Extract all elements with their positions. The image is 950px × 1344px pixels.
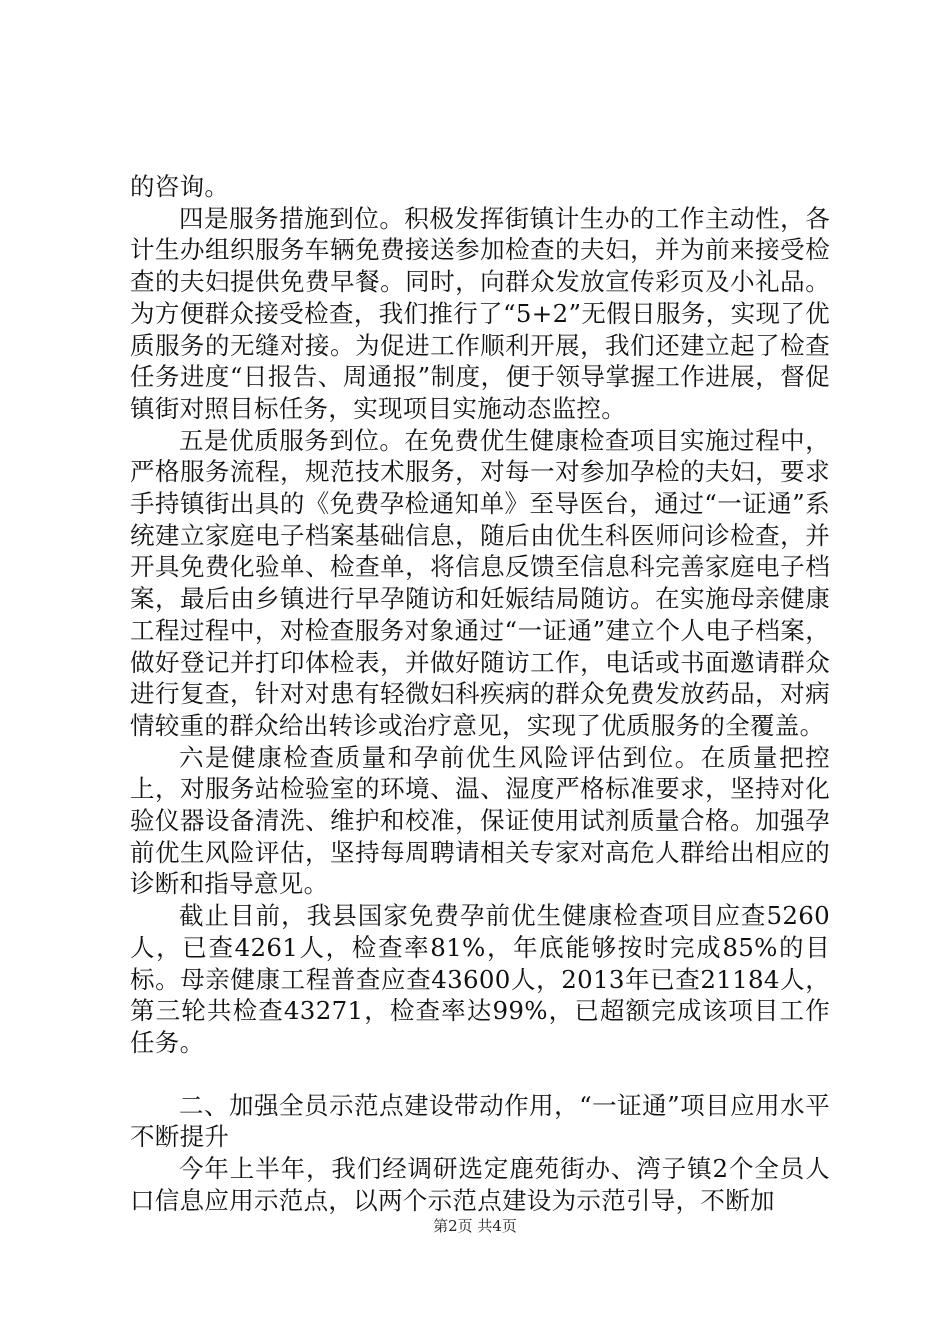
- paragraph-item-four: 四是服务措施到位。积极发挥街镇计生办的工作主动性，各计生办组织服务车辆免费接送参加检查的夫妇，并为前来接受检查的夫妇提供免费早餐。同时，向群众发放宣传彩页及小礼品。为方便群众接受检查，我们推行了“5+2”无假日服务，实现了优质服务的无缝对接。为促进工作顺利开展，我们还建立起了检查任务进度“日报告、周通报”制度，便于领导掌握工作进展，督促镇街对照目标任务，实现项目实施动态监控。: [130, 203, 830, 423]
- paragraph-continuation: 的咨询。: [130, 172, 230, 201]
- paragraph-gap: [130, 1059, 830, 1090]
- paragraph-section-two-intro: 今年上半年，我们经调研选定鹿苑街办、湾子镇2个全员人口信息应用示范点，以两个示范点建设为示范引导，不断加: [130, 1154, 830, 1215]
- document-body: [130, 171, 830, 1217]
- page-number-footer: 第2页 共4页: [433, 1217, 517, 1235]
- paragraph-summary: 截止目前，我县国家免费孕前优生健康检查项目应查5260人，已查4261人，检查率81%，年底能够按时完成85%的目标。母亲健康工程普查应查43600人，2013年已查21184人，第三轮共检查43271，检查率达99%，已超额完成该项目工作任务。: [130, 901, 830, 1057]
- paragraph-item-five: 五是优质服务到位。在免费优生健康检查项目实施过程中，严格服务流程，规范技术服务，对每一对参加孕检的夫妇，要求手持镇街出具的《免费孕检通知单》至导医台，通过“一证通”系统建立家庭电子档案基础信息，随后由优生科医师问诊检查，并开具免费化验单、检查单，将信息反馈至信息科完善家庭电子档案，最后由乡镇进行早孕随访和妊娠结局随访。在实施母亲健康工程过程中，对检查服务对象通过“一证通”建立个人电子档案，做好登记并打印体检表，并做好随访工作，电话或书面邀请群众进行复查，针对对患有轻微妇科疾病的群众免费发放药品，对病情较重的群众给出转诊或治疗意见，实现了优质服务的全覆盖。: [130, 425, 830, 740]
- section-heading-two: 二、加强全员示范点建设带动作用，“一证通”项目应用水平不断提升: [130, 1090, 830, 1152]
- paragraph-item-six: 六是健康检查质量和孕前优生风险评估到位。在质量把控上，对服务站检验室的环境、温、湿度严格标准要求，坚持对化验仪器设备清洗、维护和校准，保证使用试剂质量合格。加强孕前优生风险评估，坚持每周聘请相关专家对高危人群给出相应的诊断和指导意见。: [130, 742, 830, 899]
